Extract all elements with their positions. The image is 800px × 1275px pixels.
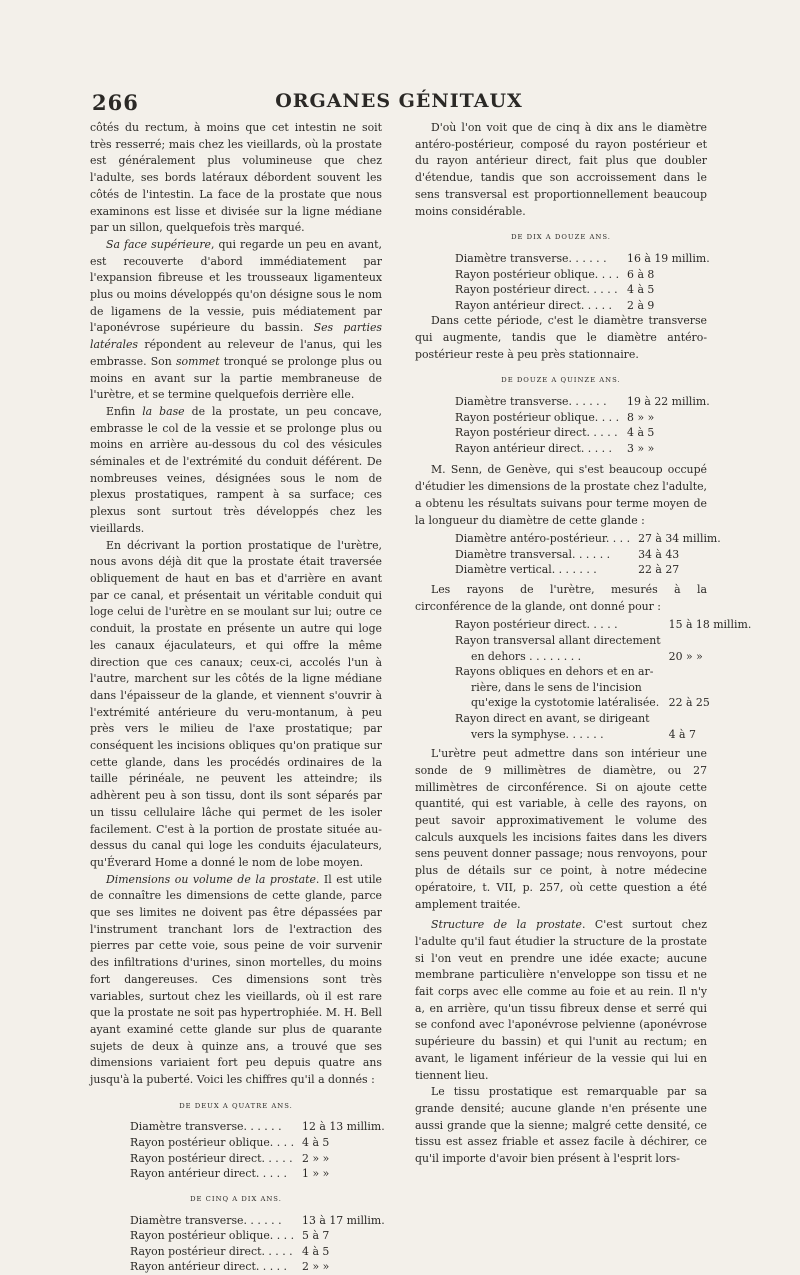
measure-label: Rayon antérieur direct. . . . . <box>130 1260 288 1274</box>
measure-label: Rayon direct en avant, se dirigeant <box>455 712 650 726</box>
table-row <box>455 394 710 410</box>
measure-value <box>661 664 752 680</box>
paragraph: En décrivant la portion prostatique de l'urètre, nous avons déjà dit que la prostate était traversée obliquement de haut en bas et d'arrière en avant par ce canal, et présentait un véritable conduit qui loge celui de l'urètre en se moulant sur lui; outre ce conduit, la prostate en présente un autre qui loge les canaux éjaculateurs, et qui offre la même direction que ces canaux; ceux-ci, accolés l'un à l'autre, marchent sur les côtés de la ligne médiane dans l'épaisseur de la glande, et viennent s'ouvrir à l'extrémité antérieure du veru-montanum, à peu près vers le milieu de l'axe prostatique; par conséquent les incisions obliques qu'on pratique sur cette glande, dans les procédés ordinaires de la taille périnéale, ne peuvent les atteindre; ils adhèrent peu à son tissu, dont ils sont séparés par un tissu cellulaire lâche qui permet de les isoler facilement. C'est à la portion de prostate située au-dessus du canal qui loge les conduits éjaculateurs, qu'Éverard Home a donné le nom de lobe moyen. <box>90 538 382 869</box>
emphasis: Ses parties latérales <box>90 321 382 352</box>
measure-value: 2 » » <box>302 1260 330 1274</box>
measure-label: Rayon postérieur direct. . . . . <box>130 1151 293 1165</box>
table-row <box>455 680 751 696</box>
measure-label: vers la symphyse. . . . . . <box>471 727 604 741</box>
measure-label: Diamètre transverse. . . . . . <box>130 1120 282 1134</box>
table-row <box>130 1166 385 1182</box>
measure-label: qu'exige la cystotomie latéralisée. <box>471 696 660 710</box>
table-row <box>455 562 721 578</box>
measurement-table <box>130 1119 385 1181</box>
page-number: 266 <box>92 90 139 115</box>
table-row <box>130 1119 385 1135</box>
measure-label: Diamètre antéro-postérieur. . . . <box>455 532 631 546</box>
table-row <box>455 649 751 665</box>
measure-value: 2 » » <box>302 1151 330 1165</box>
measure-value: 8 » » <box>627 410 655 424</box>
table-row <box>455 282 710 298</box>
table-title: DE DOUZE A QUINZE ANS. <box>501 376 621 385</box>
emphasis: la base <box>142 404 185 418</box>
measure-value: 27 à 34 millim. <box>638 532 721 546</box>
table-row <box>455 251 710 267</box>
left-column <box>90 120 385 1275</box>
measure-value: 2 à 9 <box>627 298 655 312</box>
measure-value <box>661 680 752 696</box>
table-row <box>455 441 710 457</box>
measure-label: Rayon postérieur oblique. . . . <box>130 1136 295 1150</box>
measure-value <box>661 633 752 649</box>
measure-value: 22 à 27 <box>638 563 680 577</box>
measure-value: 13 à 17 millim. <box>302 1213 385 1227</box>
measure-value: 4 à 5 <box>302 1136 330 1150</box>
measure-value: 5 à 7 <box>302 1229 330 1243</box>
paragraph-text: tronqué se prolonge plus ou moins en avant sur la partie membraneuse de l'urètre, et se termine quelquefois derrière elle. <box>90 354 383 402</box>
table-row <box>455 633 751 649</box>
table-title: DE DIX A DOUZE ANS. <box>511 233 611 242</box>
measure-label: Rayon antérieur direct. . . . . <box>130 1167 288 1181</box>
measure-value: 20 » » <box>668 649 703 663</box>
paragraph: D'où l'on voit que de cinq à dix ans le diamètre antéro-postérieur, composé du rayon postérieur et du rayon antérieur direct, fait plus que doubler d'étendue, tandis que son accroissement dans le sens transversal est proportionnellement beaucoup moins considérable. <box>415 121 707 218</box>
table-row <box>455 617 751 633</box>
measure-value: 15 à 18 millim. <box>668 618 752 632</box>
measurement-table <box>455 251 710 313</box>
table-row <box>130 1213 385 1229</box>
measure-label: Rayons obliques en dehors et en ar- <box>455 665 654 679</box>
table-row <box>455 410 710 426</box>
measure-value: 16 à 19 millim. <box>627 251 710 265</box>
measure-value: 6 à 8 <box>627 267 655 281</box>
right-column <box>415 120 752 1168</box>
running-title: ORGANES GÉNITAUX <box>275 90 523 112</box>
table-row <box>455 425 710 441</box>
measure-value: 19 à 22 millim. <box>627 395 710 409</box>
measurement-table <box>455 531 721 578</box>
measure-label: Rayon postérieur oblique. . . . <box>455 410 620 424</box>
measure-label: rière, dans le sens de l'incision <box>471 680 642 694</box>
paragraph: côtés du rectum, à moins que cet intestin ne soit très resserré; mais chez les vieillards, où la prostate est généralement plus volumineuse que chez l'adulte, ses bords latéraux débordent souvent les côtés de l'intestin. La face de la prostate que nous examinons est lisse et divisée sur la ligne médiane par un sillon, quelquefois très marqué. <box>90 121 382 235</box>
measure-value: 4 à 5 <box>627 283 655 297</box>
table-row <box>455 298 710 314</box>
measure-value: 34 à 43 <box>638 547 680 561</box>
page-header <box>92 90 706 116</box>
measure-label: Rayon transversal allant directement <box>455 634 661 648</box>
table-row <box>455 267 710 283</box>
paragraph: M. Senn, de Genève, qui s'est beaucoup occupé d'étudier les dimensions de la prostate chez l'adulte, a obtenu les résultats suivans pour terme moyen de la longueur du diamètre de cette glande : <box>415 463 707 527</box>
table-row <box>130 1151 385 1167</box>
paragraph-text: . Il est utile de connaître les dimensions de cette glande, parce que ses limites ne doivent pas être dépassées par l'instrument tranchant lors de l'extraction des pierres par cette voie, sous peine de voir survenir des infiltrations d'urines, sinon mortelles, du moins fort dangereuses. Ces dimensions sont très variables, surtout chez les vieillards, où il est rare que la prostate ne soit pas hypertrophiée. M. H. Bell ayant examiné cette glande sur plus de quarante sujets de deux à quinze ans, a trouvé que ses dimensions variaient fort peu depuis quatre ans jusqu'à la puberté. Voici les chiffres qu'il a donnés : <box>90 872 382 1087</box>
measure-label: Rayon postérieur oblique. . . . <box>455 267 620 281</box>
table-title: DE DEUX A QUATRE ANS. <box>179 1101 293 1110</box>
paragraph-text: , qui regarde un peu en avant, est recouverte d'abord immédiatement par l'expansion fibreuse et les trousseaux ligamenteux plus ou moins développés qu'on désigne sous le nom de ligamens de la vessie, puis médiatement par l'aponévrose supérieure du bassin. <box>90 237 382 335</box>
measure-label: Rayon antérieur direct. . . . . <box>455 441 613 455</box>
paragraph-dimensions <box>90 872 382 1089</box>
paragraph-base <box>90 404 382 538</box>
measure-label: Rayon postérieur direct. . . . . <box>130 1244 293 1258</box>
measure-label: Diamètre vertical. . . . . . . <box>455 563 597 577</box>
paragraph-text: . C'est surtout chez l'adulte qu'il faut étudier la structure de la prostate si l'on veut en prendre une idée exacte; aucune membrane particulière n'enveloppe son tissu et ne fait corps avec elle comme au foie et au rein. Il n'y a, en arrière, qu'un tissu fibreux dense et serré qui se confond avec l'aponévrose pelvienne (aponévrose supérieure du bassin) et qui l'unit au rectum; en avant, le ligament inférieur de la vessie qui lui en tiennent lieu. <box>415 918 707 1082</box>
paragraph: Le tissu prostatique est remarquable par sa grande densité; aucune glande n'en présente une aussi grande que la sienne; malgré cette densité, ce tissu est assez friable et assez facile à déchirer, ce qu'il importe d'avoir bien présent à l'esprit lors- <box>415 1085 707 1166</box>
paragraph-text: Enfin <box>106 404 136 418</box>
measure-label: Rayon postérieur direct. . . . . <box>455 283 618 297</box>
paragraph: Les rayons de l'urètre, mesurés à la circonférence de la glande, ont donné pour : <box>415 583 707 613</box>
emphasis: sommet <box>175 354 220 368</box>
section-heading: Dimensions ou volume de la prostate <box>106 872 316 886</box>
table-row <box>455 695 751 711</box>
measure-label: Diamètre transverse. . . . . . <box>455 251 607 265</box>
table-row <box>455 531 721 547</box>
measure-label: Rayon antérieur direct. . . . . <box>455 298 613 312</box>
measure-label: Diamètre transversal. . . . . . <box>455 547 611 561</box>
paragraph-text: de la prostate, un peu concave, embrasse le col de la vessie et se prolonge plus ou moins en arrière au-dessous du col des vésicules séminales et de l'extrémité du conduit déférent. De nombreuses veines, désignées sous le nom de plexus prostatiques, rampent à sa surface; ces plexus sont surtout très développés chez les vieillards. <box>90 404 382 535</box>
measure-label: Rayon postérieur direct. . . . . <box>455 426 618 440</box>
measure-value: 3 » » <box>627 441 655 455</box>
paragraph-face-superieure <box>90 237 382 404</box>
measure-value: 12 à 13 millim. <box>302 1120 385 1134</box>
measure-label: Diamètre transverse. . . . . . <box>455 395 607 409</box>
measurement-table <box>455 617 751 742</box>
paragraph-text: répondent au releveur de l'anus, qui les embrasse. Son <box>90 338 382 368</box>
measurement-table <box>455 394 710 456</box>
table-row <box>130 1228 385 1244</box>
measure-value: 4 à 5 <box>627 426 655 440</box>
measure-label: en dehors . . . . . . . . <box>471 649 582 663</box>
paragraph-structure <box>415 917 707 1084</box>
measure-label: Rayon postérieur direct. . . . . <box>455 618 618 632</box>
table-title: DE CINQ A DIX ANS. <box>190 1194 282 1203</box>
measure-value: 1 » » <box>302 1167 330 1181</box>
table-row <box>130 1259 385 1275</box>
measure-value: 4 à 5 <box>302 1244 330 1258</box>
table-row <box>455 664 751 680</box>
measurement-table <box>130 1213 385 1275</box>
table-row <box>455 727 751 743</box>
measure-value: 22 à 25 <box>668 696 710 710</box>
paragraph: L'urètre peut admettre dans son intérieur une sonde de 9 millimètres de diamètre, ou 27 millimètres de circonférence. Si on ajoute cette quantité, qui est variable, à celle des rayons, on peut savoir approximativement le volume des calculs auxquels les incisions faites dans les divers sens peuvent donner passage; nous renvoyons, pour plus de détails sur ce point, à notre médecine opératoire, t. VII, p. 257, où cette question a été amplement traitée. <box>415 747 707 911</box>
paragraph: Dans cette période, c'est le diamètre transverse qui augmente, tandis que le diamètre antéro-postérieur reste à peu près stationnaire. <box>415 314 707 361</box>
measure-label: Rayon postérieur oblique. . . . <box>130 1229 295 1243</box>
table-row <box>130 1135 385 1151</box>
measure-label: Diamètre transverse. . . . . . <box>130 1213 282 1227</box>
table-row <box>455 547 721 563</box>
measure-value <box>661 711 752 727</box>
table-row <box>455 711 751 727</box>
section-heading: Sa face supérieure <box>106 237 211 251</box>
section-heading: Structure de la prostate <box>431 918 582 932</box>
measure-value: 4 à 7 <box>668 727 696 741</box>
table-row <box>130 1244 385 1260</box>
